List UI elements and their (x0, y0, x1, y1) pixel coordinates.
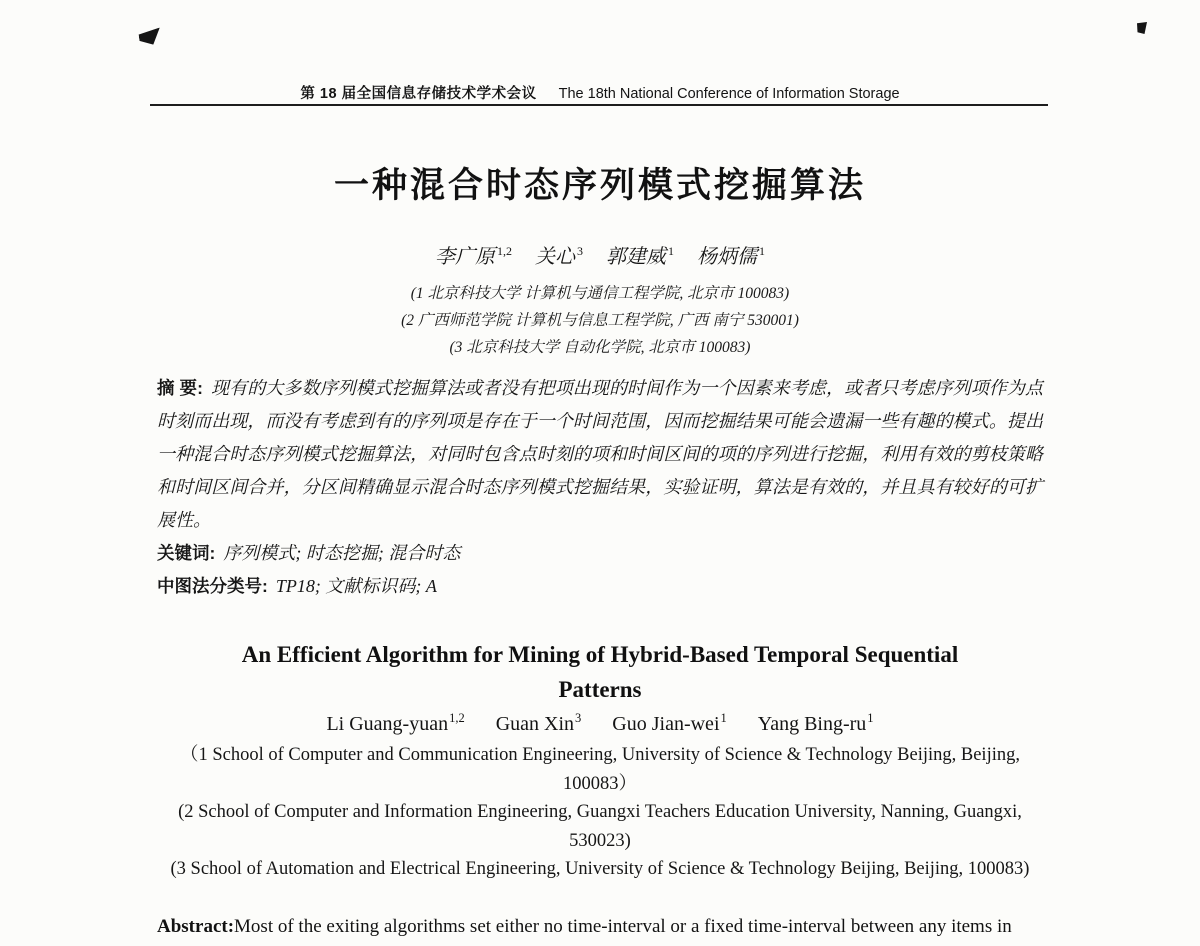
keywords-text-cn: 序列模式; 时态挖掘; 混合时态 (223, 543, 461, 563)
affiliation-en: (2 School of Computer and Information Engineering, Guangxi Teachers Education University, Nanning, Guangxi, 530023) (178, 802, 1022, 851)
author-name: Li Guang-yuan (326, 712, 449, 735)
affiliation-cn: (1 北京科技大学 计算机与通信工程学院, 北京市 100083) (410, 285, 790, 302)
conference-name-cn: 第 18 届全国信息存储技术学术会议 (300, 86, 537, 102)
paper-title-en: An Efficient Algorithm for Mining of Hybrid-Based Temporal Sequential Patterns (241, 642, 959, 702)
author-name: 李广原 (435, 246, 495, 268)
author-sup: 1,2 (449, 711, 465, 725)
author-name: Guo Jian-wei (612, 712, 720, 735)
author-name: 关心 (535, 246, 575, 268)
author-sup: 1 (720, 711, 727, 725)
abstract-block-cn (157, 372, 1043, 603)
abstract-paragraph-cn (157, 372, 1043, 537)
author-sup: 1 (867, 711, 874, 725)
conference-name-en: The 18th National Conference of Information Storage (558, 86, 900, 102)
author-en (612, 713, 726, 735)
author-sup: 1 (668, 244, 674, 259)
author-sup: 3 (577, 244, 583, 259)
affiliation-en: (3 School of Automation and Electrical Engineering, University of Science & Technology Beijing, Beijing, 100083) (170, 859, 1030, 879)
abstract-label-en: Abstract: (157, 916, 235, 937)
scan-artifact (1137, 22, 1147, 34)
keywords-line-cn (157, 537, 1043, 570)
abstract-block-en (157, 913, 1087, 940)
author-cn (435, 246, 512, 268)
author-name: 杨炳儒 (697, 246, 757, 268)
affiliation-cn: (2 广西师范学院 计算机与信息工程学院, 广西 南宁 530001) (401, 312, 799, 329)
author-sup: 1,2 (497, 244, 512, 259)
paper-title-cn: 一种混合时态序列模式挖掘算法 (333, 166, 866, 205)
author-sup: 3 (575, 711, 582, 725)
author-name: 郭建威 (606, 246, 666, 268)
author-en (758, 713, 874, 735)
running-header (0, 82, 1200, 103)
authors-cn (0, 240, 1200, 269)
affiliation-cn: (3 北京科技大学 自动化学院, 北京市 100083) (449, 339, 751, 356)
keywords-label-cn: 关键词: (157, 543, 216, 563)
abstract-label-cn: 摘 要: (157, 378, 203, 398)
author-name: Yang Bing-ru (757, 712, 867, 735)
clc-line (157, 570, 1043, 603)
clc-label: 中图法分类号: (157, 576, 268, 596)
author-name: Guan Xin (495, 712, 575, 735)
authors-en (0, 711, 1200, 736)
author-cn (535, 246, 583, 268)
clc-text: TP18; 文献标识码; A (275, 576, 437, 596)
author-en (496, 713, 582, 735)
author-cn (697, 246, 765, 268)
affiliation-en: （1 School of Computer and Communication Engineering, University of Science & Technology Beijing, Beijing, 100083） (180, 745, 1020, 794)
abstract-text-en: Most of the exiting algorithms set either no time-interval or a fixed time-interval between any items in (234, 916, 1012, 937)
abstract-text-cn: 现有的大多数序列模式挖掘算法或者没有把项出现的时间作为一个因素来考虑，或者只考虑序列项作为点时刻而出现，而没有考虑到有的序列项是存在于一个时间范围，因而挖掘结果可能会遗漏一些有趣的模式。提出一种混合时态序列模式挖掘算法，对同时包含点时刻的项和时间区间的项的序列进行挖掘，利用有效的剪枝策略和时间区间合并，分区间精确显示混合时态序列模式挖掘结果，实验证明，算法是有效的，并且具有较好的可扩展性。 (157, 378, 1043, 530)
affiliations-en (0, 741, 1200, 884)
author-cn (606, 246, 674, 268)
affiliations-cn (0, 280, 1200, 361)
scan-artifact (138, 28, 162, 47)
header-rule (150, 104, 1048, 106)
author-en (326, 713, 464, 735)
author-sup: 1 (759, 244, 765, 259)
